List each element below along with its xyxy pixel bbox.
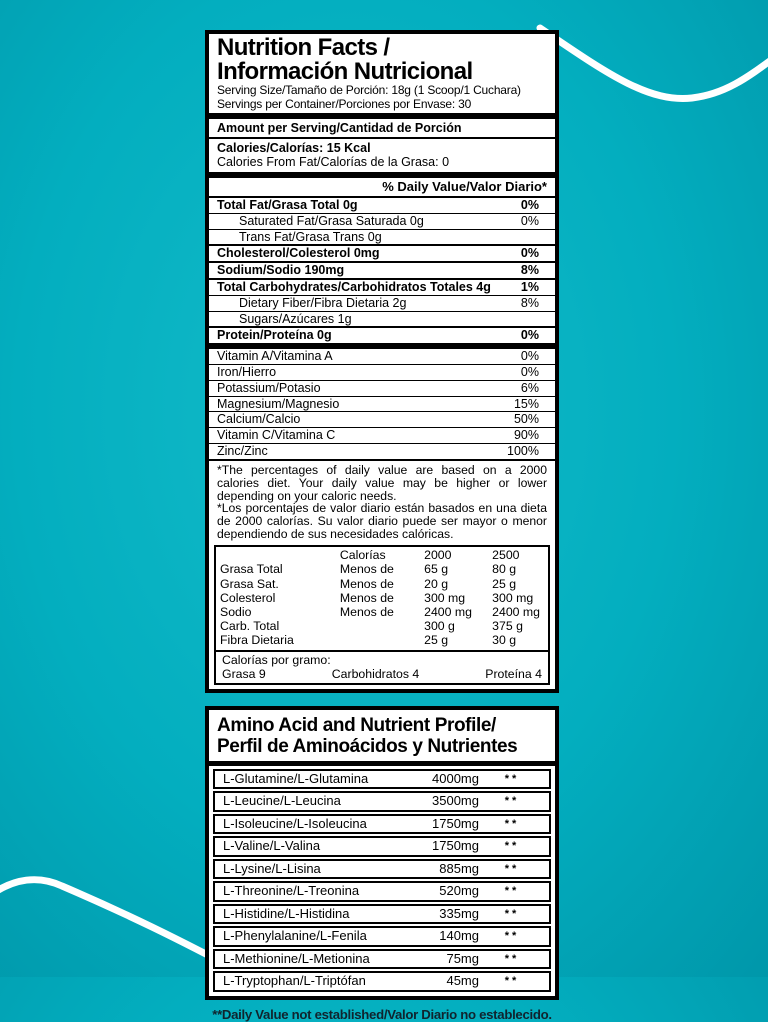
calories-block	[209, 137, 555, 172]
vitamin-label: Vitamin A/Vitamina A	[217, 349, 333, 364]
nutrition-title-en: Nutrition Facts /	[217, 34, 390, 61]
amino-row	[213, 769, 551, 790]
ref-cell-2500: 2400 mg	[492, 605, 540, 619]
ref-cell-qualifier: Menos de	[339, 605, 394, 619]
amino-amount: 140mg	[439, 928, 479, 944]
nutrient-row	[209, 278, 555, 295]
ref-cell-name: Grasa Total	[220, 562, 283, 577]
vitamin-row	[209, 348, 555, 364]
nutrient-label: Sugars/Azúcares 1g	[239, 311, 352, 326]
ref-cell-qualifier: Menos de	[339, 562, 394, 577]
amino-name: L-Histidine/L-Histidina	[223, 905, 350, 921]
vitamin-label: Magnesium/Magnesio	[217, 396, 340, 411]
amino-name: L-Phenylalanine/L-Fenila	[223, 928, 367, 944]
amino-title-es: Perfil de Aminoácidos y Nutrientes	[217, 735, 518, 757]
ref-header-calories: Calorías	[339, 548, 386, 563]
vitamin-daily-value: 90%	[513, 428, 539, 443]
ref-cell-2500: 30 g	[492, 633, 517, 648]
nutrient-row	[209, 326, 555, 343]
vitamin-daily-value: 15%	[513, 396, 539, 411]
reference-table-body	[220, 562, 544, 647]
vitamin-row	[209, 443, 555, 459]
amino-row	[213, 971, 551, 992]
amino-dv-asterisks: **	[504, 795, 520, 808]
amino-name: L-Valine/L-Valina	[223, 838, 321, 854]
vitamin-label: Calcium/Calcio	[217, 412, 301, 427]
nutrient-label: Cholesterol/Colesterol 0mg	[217, 246, 380, 261]
daily-value-not-established-note: **Daily Value not established/Valor Diario no establecido.	[212, 1006, 552, 1022]
reference-table-row	[220, 591, 544, 605]
calories-per-gram-item: Grasa 9	[222, 666, 266, 681]
amino-amount: 335mg	[439, 905, 479, 921]
amino-amount: 4000mg	[432, 770, 479, 786]
nutrient-row	[209, 196, 555, 213]
footnote-es: *Los porcentajes de valor diario están basados en una dieta de 2000 calorías. Su valor diario puede ser mayor o menor dependiendo de sus necesidades calóricas.	[217, 501, 547, 542]
vitamin-row	[209, 427, 555, 443]
calories-per-gram-item: Proteína 4	[485, 666, 542, 681]
amino-amount: 520mg	[439, 883, 479, 899]
daily-value-header: % Daily Value/Valor Diario*	[382, 179, 547, 194]
servings-per-container: Servings per Container/Porciones por Envase: 30	[217, 96, 472, 111]
ref-header-2500: 2500	[492, 548, 520, 563]
ref-cell-2000: 300 g	[424, 619, 455, 634]
nutrition-facts-panel	[205, 30, 559, 693]
ref-cell-2000: 25 g	[424, 633, 449, 648]
nutrition-title-es: Información Nutricional	[217, 58, 473, 85]
vitamin-daily-value: 50%	[513, 412, 539, 427]
vitamin-label: Iron/Hierro	[217, 364, 277, 379]
nutrient-daily-value: 8%	[520, 263, 539, 278]
vitamin-row	[209, 364, 555, 380]
ref-cell-qualifier: Menos de	[339, 590, 394, 605]
ref-cell-name: Grasa Sat.	[220, 576, 279, 591]
nutrient-row	[209, 229, 555, 245]
amino-dv-asterisks: **	[504, 907, 520, 920]
amino-dv-asterisks: **	[504, 862, 520, 875]
vitamin-row	[209, 411, 555, 427]
reference-table-header	[220, 548, 544, 562]
amount-per-serving: Amount per Serving/Cantidad de Porción	[217, 121, 462, 135]
amino-dv-asterisks: **	[504, 952, 520, 965]
vitamin-daily-value: 0%	[520, 364, 539, 379]
nutrient-rows	[209, 196, 555, 343]
reference-table-row	[220, 605, 544, 619]
amino-row	[213, 836, 551, 857]
amino-title-en: Amino Acid and Nutrient Profile/	[217, 714, 496, 736]
nutrient-row	[209, 244, 555, 261]
amino-name: L-Tryptophan/L-Triptófan	[223, 973, 366, 989]
ref-cell-qualifier	[340, 619, 424, 633]
amino-amount: 3500mg	[432, 793, 479, 809]
nutrient-daily-value: 1%	[520, 279, 539, 294]
reference-table-row	[220, 562, 544, 576]
amino-row	[213, 859, 551, 880]
amino-name: L-Isoleucine/L-Isoleucina	[223, 815, 367, 831]
amino-dv-asterisks: **	[504, 772, 520, 785]
nutrient-daily-value: 0%	[520, 198, 539, 212]
nutrient-daily-value: 0%	[520, 328, 539, 343]
amino-amount: 75mg	[446, 950, 479, 966]
ref-cell-name: Sodio	[220, 605, 252, 619]
footnote-en: *The percentages of daily value are based on a 2000 calories diet. Your daily value may be higher or lower depending on your caloric needs.	[217, 462, 547, 503]
amino-header	[209, 710, 555, 761]
ref-cell-2000: 20 g	[424, 576, 449, 591]
vitamin-label: Zinc/Zinc	[217, 443, 268, 458]
reference-table-row	[220, 633, 544, 647]
ref-cell-2500: 300 mg	[492, 590, 534, 605]
amino-amount: 1750mg	[432, 838, 479, 854]
amino-name: L-Glutamine/L-Glutamina	[223, 770, 369, 786]
nutrient-label: Saturated Fat/Grasa Saturada 0g	[239, 213, 424, 228]
top-right-swoosh	[540, 28, 768, 99]
vitamin-label: Potassium/Potasio	[217, 380, 321, 395]
calories-per-gram-items	[222, 667, 542, 681]
serving-size: Serving Size/Tamaño de Porción: 18g (1 Scoop/1 Cuchara)	[217, 83, 521, 97]
nutrient-row	[209, 261, 555, 278]
nutrient-row	[209, 213, 555, 229]
ref-cell-2500: 80 g	[492, 562, 517, 577]
nutrient-label: Total Carbohydrates/Carbohidratos Totales 4g	[217, 279, 491, 294]
amino-rows	[209, 766, 555, 996]
reference-table	[214, 545, 550, 651]
amino-row	[213, 881, 551, 902]
ref-cell-2000: 65 g	[424, 562, 449, 577]
nutrient-daily-value: 8%	[520, 295, 539, 310]
amino-row	[213, 926, 551, 947]
amino-row	[213, 904, 551, 925]
amino-name: L-Lysine/L-Lisina	[223, 860, 321, 876]
calories-from-fat-line: Calories From Fat/Calorías de la Grasa: 0	[217, 155, 450, 169]
amino-name: L-Methionine/L-Metionina	[223, 950, 370, 966]
amino-name: L-Leucine/L-Leucina	[223, 793, 341, 809]
nutrient-label: Sodium/Sodio 190mg	[217, 263, 345, 278]
amino-row	[213, 791, 551, 812]
nutrient-label: Protein/Proteína 0g	[217, 328, 332, 343]
ref-cell-name: Colesterol	[220, 590, 276, 605]
vitamin-rows	[209, 348, 555, 459]
ref-header-blank	[220, 548, 340, 562]
daily-value-footnote	[209, 459, 555, 545]
calories-per-gram-item: Carbohidratos 4	[331, 666, 420, 681]
ref-cell-qualifier: Menos de	[339, 576, 394, 591]
nutrient-label: Trans Fat/Grasa Trans 0g	[239, 229, 382, 244]
reference-table-row	[220, 577, 544, 591]
nutrient-daily-value: 0%	[520, 213, 539, 228]
vitamin-daily-value: 0%	[520, 349, 539, 364]
amino-amount: 45mg	[446, 973, 479, 989]
nutrient-row	[209, 295, 555, 311]
ref-cell-name: Fibra Dietaria	[220, 633, 294, 648]
amino-amount: 1750mg	[432, 815, 479, 831]
ref-cell-2000: 300 mg	[424, 590, 466, 605]
reference-table-row	[220, 619, 544, 633]
nutrient-daily-value: 0%	[520, 246, 539, 261]
amino-dv-asterisks: **	[504, 885, 520, 898]
label-column	[205, 30, 559, 1022]
amino-row	[213, 949, 551, 970]
amino-dv-asterisks: **	[504, 840, 520, 853]
vitamin-row	[209, 396, 555, 412]
ref-cell-qualifier	[340, 633, 424, 647]
ref-cell-2500: 25 g	[492, 576, 517, 591]
nutrient-label: Dietary Fiber/Fibra Dietaria 2g	[239, 295, 407, 310]
vitamin-label: Vitamin C/Vitamina C	[217, 428, 336, 443]
vitamin-row	[209, 380, 555, 396]
ref-cell-name: Carb. Total	[220, 619, 280, 634]
nutrition-header	[209, 34, 555, 113]
ref-cell-2000: 2400 mg	[424, 605, 472, 619]
amino-acid-panel	[205, 706, 559, 1000]
nutrient-label: Total Fat/Grasa Total 0g	[217, 198, 358, 212]
amino-dv-asterisks: **	[504, 817, 520, 830]
calories-per-gram	[214, 652, 550, 685]
vitamin-daily-value: 100%	[507, 443, 539, 458]
amino-dv-asterisks: **	[504, 930, 520, 943]
amino-amount: 885mg	[439, 860, 479, 876]
amino-dv-asterisks: **	[504, 975, 520, 988]
nutrient-row	[209, 311, 555, 327]
amino-name: L-Threonine/L-Treonina	[223, 883, 360, 899]
vitamin-daily-value: 6%	[520, 380, 539, 395]
ref-cell-2500: 375 g	[492, 619, 523, 634]
calories-line: Calories/Calorías: 15 Kcal	[217, 141, 371, 155]
calories-per-gram-title: Calorías por gramo:	[222, 652, 331, 667]
ref-header-2000: 2000	[424, 548, 452, 563]
amino-row	[213, 814, 551, 835]
